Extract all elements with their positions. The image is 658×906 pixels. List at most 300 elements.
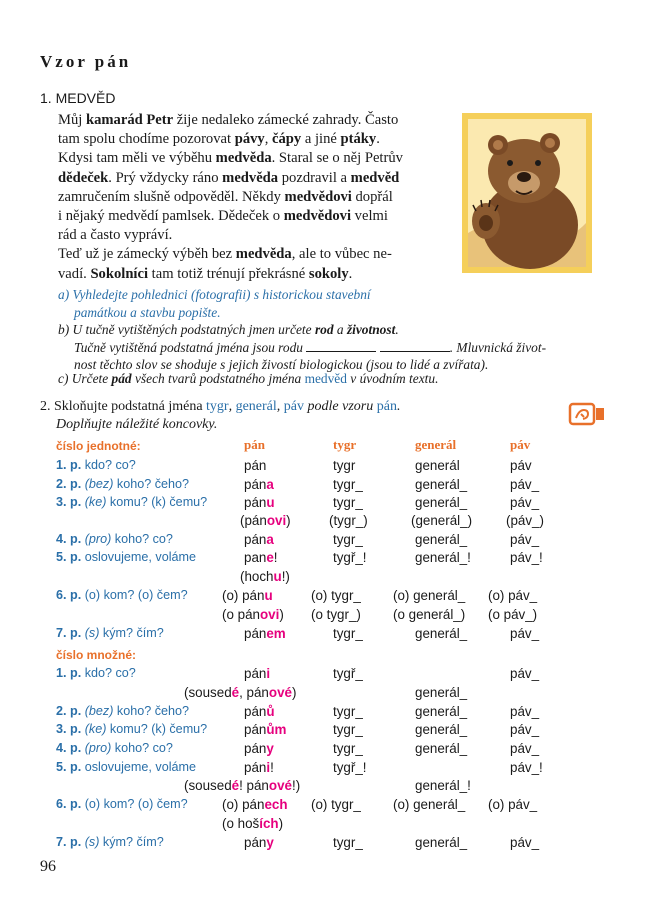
comma-2: , bbox=[276, 399, 284, 414]
cell-text: generál_ bbox=[415, 722, 468, 737]
declension-cell bbox=[415, 495, 467, 510]
cell-text: ) bbox=[286, 513, 291, 528]
cell-text: páv_ bbox=[510, 477, 540, 492]
declension-cell bbox=[333, 626, 363, 641]
story-segment: rád a často vypráví. bbox=[58, 227, 173, 244]
bold-word: medvěd bbox=[350, 169, 400, 186]
story-line bbox=[58, 226, 450, 245]
ending-highlight: ích bbox=[259, 816, 279, 831]
section-2-text: 2. Skloňujte podstatná jména bbox=[40, 399, 207, 414]
cell-text: (o hoš bbox=[222, 816, 260, 831]
task-a-line2: památkou a stavbu popište. bbox=[74, 304, 221, 320]
declension-cell bbox=[506, 513, 544, 528]
declension-cell bbox=[510, 704, 539, 719]
story-segment: . bbox=[376, 131, 380, 148]
bold-word: Sokolníci bbox=[90, 265, 149, 282]
cell-text: tygr_ bbox=[333, 626, 363, 641]
cell-text: páv_ bbox=[510, 741, 540, 756]
section-2-instruction bbox=[40, 398, 470, 433]
cell-text: (o) pán bbox=[222, 797, 265, 812]
declension-cell bbox=[329, 513, 368, 528]
declension-cell bbox=[333, 835, 363, 850]
story-line bbox=[58, 169, 450, 188]
declension-cell bbox=[333, 760, 367, 775]
cell-text: generál_ bbox=[415, 495, 468, 510]
task-c bbox=[58, 370, 438, 388]
ending-highlight: a bbox=[266, 532, 274, 547]
case-label bbox=[56, 704, 189, 718]
story-segment: pozdravil a bbox=[278, 169, 351, 186]
header-pan: pán bbox=[244, 437, 265, 452]
declension-cell bbox=[311, 797, 361, 812]
cell-text: páv_ bbox=[510, 666, 540, 681]
case-number: 1. p. bbox=[56, 666, 82, 680]
speaking-exercise-icon bbox=[568, 402, 608, 426]
section-2-line2: Doplňujte náležité koncovky. bbox=[56, 416, 218, 432]
page-number: 96 bbox=[40, 858, 56, 875]
case-label bbox=[56, 666, 136, 680]
ending-highlight: em bbox=[266, 626, 286, 641]
declension-cell bbox=[415, 835, 467, 850]
task-c-mid: všech tvarů podstatného jména bbox=[131, 371, 305, 386]
task-c-end: v úvodním textu. bbox=[346, 371, 439, 386]
story-segment: Můj bbox=[58, 112, 86, 128]
cell-text: tygř_! bbox=[333, 760, 367, 775]
cell-text: (o páv_) bbox=[488, 607, 538, 622]
cell-text: tygř_ bbox=[333, 666, 363, 681]
cell-text: (o tygr_) bbox=[311, 607, 361, 622]
cell-text: (soused bbox=[184, 778, 232, 793]
story-line bbox=[58, 111, 450, 130]
word-general: generál bbox=[235, 399, 277, 414]
word-pan: pán bbox=[376, 399, 397, 414]
ending-highlight: u bbox=[264, 588, 273, 603]
ending-highlight: y bbox=[266, 835, 274, 850]
case-number: 2. p. bbox=[56, 477, 82, 491]
task-b-line2: Tučně vytištěná podstatná jména jsou rodu bbox=[74, 339, 303, 355]
cell-text: !) bbox=[291, 778, 301, 793]
bold-word: medvěda bbox=[222, 169, 279, 186]
case-number: 7. p. bbox=[56, 626, 82, 640]
bold-word: medvěda bbox=[215, 150, 272, 167]
case-preposition: (bez) bbox=[84, 477, 114, 491]
declension-cell bbox=[510, 741, 539, 756]
bold-word: dědeček bbox=[58, 169, 109, 186]
ending-highlight: u bbox=[266, 495, 275, 510]
declension-cell bbox=[393, 588, 465, 603]
cell-text: páv bbox=[510, 458, 532, 473]
ending-highlight: é bbox=[231, 685, 240, 700]
declension-cell bbox=[415, 741, 467, 756]
bold-word: kamarád Petr bbox=[85, 112, 174, 128]
task-b bbox=[58, 321, 546, 374]
ending-highlight: ům bbox=[266, 722, 287, 737]
declension-cell bbox=[222, 607, 284, 622]
bold-word: ptáky bbox=[340, 131, 377, 148]
cell-text: páv_ bbox=[510, 532, 540, 547]
cell-text: (o) generál_ bbox=[393, 588, 466, 603]
declension-cell bbox=[244, 550, 278, 565]
header-tygr: tygr bbox=[333, 437, 357, 452]
case-number: 1. p. bbox=[56, 458, 82, 472]
cell-text: tygr_ bbox=[333, 741, 363, 756]
case-label bbox=[56, 477, 189, 491]
case-question: oslovujeme, voláme bbox=[84, 550, 196, 564]
task-c-text: c) Určete bbox=[58, 371, 112, 386]
cell-text: páv_ bbox=[510, 835, 540, 850]
plural-label: číslo množné: bbox=[56, 648, 137, 662]
story-line bbox=[58, 188, 450, 207]
cell-text: páv_! bbox=[510, 550, 543, 565]
task-b-line2-end: . Mluvnická život- bbox=[449, 339, 547, 355]
declension-cell bbox=[510, 760, 543, 775]
task-b-zivotnost: životnost bbox=[346, 322, 396, 337]
task-b-dot: . bbox=[395, 322, 399, 337]
cell-text: generál_ bbox=[415, 532, 468, 547]
declension-cell bbox=[393, 607, 465, 622]
declension-cell bbox=[415, 532, 467, 547]
declension-cell bbox=[244, 722, 286, 737]
story-segment: , ale to vůbec ne- bbox=[291, 246, 392, 263]
cell-text: ! bbox=[270, 760, 274, 775]
story-segment: , bbox=[264, 131, 273, 148]
task-c-pad: pád bbox=[111, 371, 132, 386]
case-question: (o) kom? (o) čem? bbox=[84, 588, 188, 602]
cell-text: generál_ bbox=[415, 626, 468, 641]
declension-cell bbox=[411, 513, 472, 528]
cell-text: (páv_) bbox=[506, 513, 544, 528]
case-preposition: (pro) bbox=[84, 532, 112, 546]
task-b-text: b) U tučně vytištěných podstatných jmen určete bbox=[58, 322, 315, 337]
bold-word: sokoly bbox=[308, 265, 349, 282]
bold-word: medvěda bbox=[235, 246, 292, 263]
comma-1: , bbox=[228, 399, 236, 414]
cell-text: tygr_ bbox=[333, 532, 363, 547]
story-segment: Teď už je zámecký výběh bez bbox=[58, 246, 236, 263]
case-preposition: (pro) bbox=[84, 741, 112, 755]
declension-cell bbox=[415, 458, 460, 473]
declension-cell bbox=[415, 626, 467, 641]
story-segment: zamručením slušně odpověděl. Někdy bbox=[58, 188, 285, 205]
declension-cell bbox=[510, 666, 539, 681]
story-line bbox=[58, 207, 450, 226]
bold-word: medvědovi bbox=[283, 208, 352, 225]
case-label bbox=[56, 760, 196, 774]
declension-cell bbox=[488, 588, 537, 603]
declension-cell bbox=[244, 666, 270, 681]
task-b-and: a bbox=[333, 322, 347, 337]
case-preposition: (bez) bbox=[84, 704, 114, 718]
declension-cell bbox=[393, 797, 465, 812]
cell-text: generál_ bbox=[415, 835, 468, 850]
declension-cell bbox=[510, 532, 539, 547]
declension-cell bbox=[333, 704, 363, 719]
declension-cell bbox=[244, 704, 275, 719]
cell-text: páv_ bbox=[510, 722, 540, 737]
cell-text: ! pán bbox=[239, 778, 269, 793]
cell-text: pán bbox=[244, 477, 267, 492]
blank-field-1[interactable] bbox=[306, 340, 376, 352]
section-1-heading: 1. MEDVĚD bbox=[40, 90, 116, 106]
ending-highlight: ovi bbox=[259, 607, 280, 622]
declension-cell bbox=[488, 797, 537, 812]
case-question: kým? čím? bbox=[102, 835, 164, 849]
word-tygr: tygr bbox=[206, 399, 229, 414]
case-question: koho? čeho? bbox=[116, 477, 190, 491]
story-segment: tam totiž trénují překrásné bbox=[148, 265, 309, 282]
case-number: 6. p. bbox=[56, 797, 82, 811]
declension-cell bbox=[415, 550, 471, 565]
cell-text: generál_! bbox=[415, 778, 471, 793]
story-segment: . bbox=[348, 265, 353, 282]
declension-cell bbox=[311, 607, 361, 622]
cell-text: tygr bbox=[333, 458, 356, 473]
declension-cell bbox=[415, 704, 467, 719]
cell-text: (o) generál_ bbox=[393, 797, 466, 812]
declension-cell bbox=[333, 458, 355, 473]
declension-cell bbox=[333, 666, 363, 681]
ending-highlight: a bbox=[266, 477, 274, 492]
ending-highlight: i bbox=[266, 760, 271, 775]
story-segment: . Staral se o něj Petrův bbox=[271, 150, 403, 167]
cell-text: pán bbox=[244, 626, 267, 641]
case-label bbox=[56, 532, 173, 546]
declension-cell bbox=[333, 722, 363, 737]
declension-cell bbox=[240, 513, 291, 528]
header-general: generál bbox=[415, 437, 457, 452]
case-label bbox=[56, 626, 164, 640]
cell-text: pan bbox=[244, 550, 267, 565]
declension-cell bbox=[244, 532, 274, 547]
case-label bbox=[56, 722, 207, 736]
story-line bbox=[58, 265, 450, 284]
case-label bbox=[56, 458, 136, 472]
blank-field-2[interactable] bbox=[380, 340, 450, 352]
task-a bbox=[58, 286, 371, 321]
cell-text: ! bbox=[273, 550, 278, 565]
cell-text: , pán bbox=[239, 685, 269, 700]
cell-text: generál bbox=[415, 458, 460, 473]
case-number: 4. p. bbox=[56, 741, 82, 755]
declension-cell bbox=[222, 588, 273, 603]
declension-cell bbox=[222, 797, 288, 812]
case-label bbox=[56, 495, 207, 509]
declension-cell bbox=[244, 760, 274, 775]
declension-cell bbox=[333, 495, 363, 510]
cell-text: páv_ bbox=[510, 626, 540, 641]
cell-text: generál_ bbox=[415, 477, 468, 492]
story-segment: tam spolu chodíme pozorovat bbox=[58, 131, 235, 148]
cell-text: generál_ bbox=[415, 741, 468, 756]
cell-text: pán bbox=[244, 760, 267, 775]
story-segment: Kdysi tam měli ve výběhu bbox=[58, 150, 216, 167]
declension-cell bbox=[510, 495, 539, 510]
bear-illustration bbox=[462, 113, 592, 273]
cell-text: (o) tygr_ bbox=[311, 797, 361, 812]
task-b-rod: rod bbox=[314, 322, 334, 337]
cell-text: tygř_! bbox=[333, 550, 367, 565]
story-segment: . Prý vždycky ráno bbox=[108, 169, 223, 186]
cell-text: pán bbox=[244, 458, 267, 473]
case-number: 7. p. bbox=[56, 835, 82, 849]
cell-text: tygr_ bbox=[333, 495, 363, 510]
cell-text: (hoch bbox=[240, 569, 274, 584]
case-preposition: (ke) bbox=[84, 495, 107, 509]
cell-text: páv_ bbox=[510, 495, 540, 510]
cell-text: tygr_ bbox=[333, 477, 363, 492]
case-number: 3. p. bbox=[56, 495, 82, 509]
cell-text: generál_ bbox=[415, 704, 468, 719]
task-b-line3: nost těchto slov se shoduje s jejich živostí biologickou (jsou to lidé a zvířata). bbox=[74, 357, 489, 372]
ending-highlight: ové bbox=[268, 778, 292, 793]
cell-text: tygr_ bbox=[333, 835, 363, 850]
declension-cell bbox=[510, 477, 539, 492]
declension-cell bbox=[222, 816, 283, 831]
cell-text: ) bbox=[291, 685, 297, 700]
declension-cell bbox=[333, 532, 363, 547]
ending-highlight: ech bbox=[264, 797, 288, 812]
declension-cell bbox=[510, 835, 539, 850]
story-line bbox=[58, 130, 450, 149]
bold-word: pávy bbox=[234, 131, 265, 148]
cell-text: pán bbox=[244, 704, 267, 719]
story-segment: dopřál bbox=[351, 188, 393, 205]
cell-text: páv_! bbox=[510, 760, 543, 775]
case-question: kým? čím? bbox=[102, 626, 164, 640]
declension-cell bbox=[415, 477, 467, 492]
header-pav: páv bbox=[510, 437, 531, 452]
word-pav: páv bbox=[283, 399, 305, 414]
cell-text: ) bbox=[279, 607, 284, 622]
story-segment: a jiné bbox=[301, 131, 341, 148]
cell-text: (o generál_) bbox=[393, 607, 466, 622]
declension-cell bbox=[240, 569, 290, 584]
bold-word: čápy bbox=[272, 131, 302, 148]
declension-cell bbox=[184, 685, 296, 700]
case-question: komu? (k) čemu? bbox=[109, 495, 208, 509]
case-question: oslovujeme, voláme bbox=[84, 760, 196, 774]
declension-cell bbox=[244, 458, 266, 473]
cell-text: !) bbox=[281, 569, 290, 584]
declension-cell bbox=[510, 550, 543, 565]
case-question: koho? co? bbox=[114, 741, 173, 755]
cell-text: páv_ bbox=[510, 704, 540, 719]
case-number: 5. p. bbox=[56, 760, 82, 774]
ending-highlight: i bbox=[266, 666, 271, 681]
case-label bbox=[56, 835, 164, 849]
ending-highlight: é bbox=[231, 778, 240, 793]
cell-text: tygr_ bbox=[333, 722, 363, 737]
cell-text: (pán bbox=[240, 513, 267, 528]
cell-text: (tygr_) bbox=[329, 513, 368, 528]
case-question: kdo? co? bbox=[84, 458, 136, 472]
cell-text: pán bbox=[244, 532, 267, 547]
cell-text: (generál_) bbox=[411, 513, 473, 528]
cell-text: pán bbox=[244, 495, 267, 510]
case-question: (o) kom? (o) čem? bbox=[84, 797, 188, 811]
case-label bbox=[56, 797, 188, 811]
declension-cell bbox=[333, 550, 367, 565]
case-label bbox=[56, 588, 188, 602]
story-text bbox=[58, 111, 450, 284]
cell-text: (o) tygr_ bbox=[311, 588, 361, 603]
ending-highlight: u bbox=[273, 569, 282, 584]
cell-text: pán bbox=[244, 722, 267, 737]
ending-highlight: ů bbox=[266, 704, 275, 719]
declension-cell bbox=[333, 741, 363, 756]
story-line bbox=[58, 149, 450, 168]
declension-cell bbox=[510, 626, 539, 641]
cell-text: (o) páv_ bbox=[488, 797, 538, 812]
section-2-mid: podle vzoru bbox=[304, 399, 377, 414]
ending-highlight: ovi bbox=[266, 513, 287, 528]
case-preposition: (ke) bbox=[84, 722, 107, 736]
declension-cell bbox=[415, 778, 471, 793]
ending-highlight: y bbox=[266, 741, 274, 756]
case-label bbox=[56, 550, 196, 564]
cell-text: (o) pán bbox=[222, 588, 265, 603]
case-preposition: (s) bbox=[84, 835, 100, 849]
task-c-word: medvěd bbox=[304, 371, 347, 386]
cell-text: pán bbox=[244, 835, 267, 850]
case-question: koho? co? bbox=[114, 532, 173, 546]
cell-text: generál_ bbox=[415, 685, 468, 700]
section-2-dot: . bbox=[396, 399, 401, 414]
story-segment: i nějaký medvědí pamlsek. Dědeček o bbox=[58, 208, 284, 225]
cell-text: ) bbox=[278, 816, 284, 831]
declension-cell bbox=[184, 778, 300, 793]
declension-cell bbox=[415, 685, 467, 700]
declension-cell bbox=[488, 607, 537, 622]
case-label bbox=[56, 741, 173, 755]
task-a-line1: a) Vyhledejte pohlednici (fotografii) s historickou stavební bbox=[58, 287, 371, 302]
cell-text: generál_! bbox=[415, 550, 471, 565]
story-segment: žije nedaleko zámecké zahrady. Často bbox=[173, 112, 399, 128]
declension-cell bbox=[244, 626, 286, 641]
declension-cell bbox=[415, 722, 467, 737]
case-number: 3. p. bbox=[56, 722, 82, 736]
case-number: 6. p. bbox=[56, 588, 82, 602]
declension-cell bbox=[244, 741, 274, 756]
cell-text: (soused bbox=[184, 685, 232, 700]
ending-highlight: ové bbox=[268, 685, 292, 700]
story-line bbox=[58, 245, 450, 264]
story-segment: velmi bbox=[351, 208, 388, 225]
declension-cell bbox=[510, 722, 539, 737]
case-question: komu? (k) čemu? bbox=[109, 722, 208, 736]
ending-highlight: e bbox=[266, 550, 274, 565]
cell-text: pán bbox=[244, 741, 267, 756]
story-segment: vadí. bbox=[58, 265, 91, 282]
declension-cell bbox=[510, 458, 532, 473]
cell-text: pán bbox=[244, 666, 267, 681]
case-number: 4. p. bbox=[56, 532, 82, 546]
case-preposition: (s) bbox=[84, 626, 100, 640]
case-number: 2. p. bbox=[56, 704, 82, 718]
declension-cell bbox=[311, 588, 361, 603]
declension-cell bbox=[244, 495, 275, 510]
cell-text: tygr_ bbox=[333, 704, 363, 719]
declension-cell bbox=[244, 835, 274, 850]
declension-cell bbox=[333, 477, 363, 492]
declension-cell bbox=[244, 477, 274, 492]
cell-text: (o pán bbox=[222, 607, 260, 622]
page-title: Vzor pán bbox=[40, 52, 132, 71]
case-question: koho? čeho? bbox=[116, 704, 190, 718]
case-number: 5. p. bbox=[56, 550, 82, 564]
singular-label: číslo jednotné: bbox=[56, 439, 141, 453]
bold-word: medvědovi bbox=[284, 188, 352, 205]
